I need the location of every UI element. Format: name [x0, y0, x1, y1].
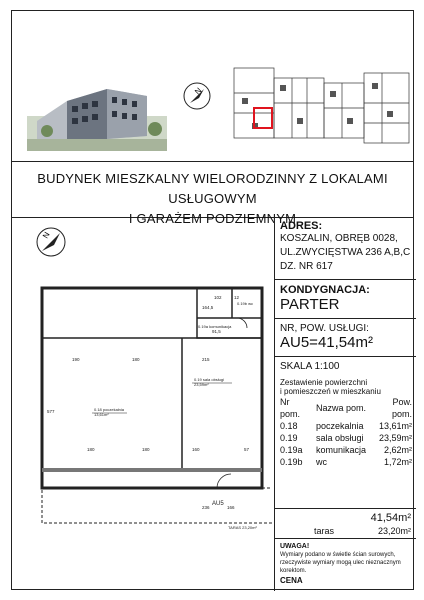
unit-heading: NR, POW. USŁUGI:	[280, 323, 369, 334]
table-cell: 1,72m²	[383, 457, 412, 467]
dimension-label: 190	[72, 357, 80, 362]
price-label: CENA	[280, 576, 303, 585]
address-line1: KOSZALIN, OBRĘB 0028,	[280, 233, 398, 244]
header-band	[12, 11, 413, 162]
summary-title-2: i pomieszczeń w mieszkaniu	[280, 387, 381, 396]
table-cell: 0.19	[280, 433, 298, 443]
dimension-label: 180	[142, 447, 150, 452]
table-row	[278, 420, 414, 432]
table-cell: 13,61m²	[378, 421, 412, 431]
svg-text:N: N	[40, 230, 52, 240]
table-cell: 23,59m²	[378, 433, 412, 443]
table-cell: sala obsługi	[315, 433, 364, 443]
table-row	[278, 456, 414, 468]
table-row	[278, 444, 414, 456]
dimension-label: 166	[227, 505, 235, 510]
room-area-0-19: 23,59m²	[194, 382, 209, 387]
table-cell: komunikacja	[315, 445, 366, 455]
table-cell: 2,62m²	[383, 445, 412, 455]
dimension-label: 57	[244, 447, 250, 452]
total-area: 41,54m²	[370, 512, 411, 524]
room-label-0-18: 0.18 poczekalnia	[94, 407, 125, 412]
terrace-area: 23,20m²	[377, 526, 411, 536]
table-cell: 0.19b	[280, 457, 303, 467]
note-text: korektom.	[280, 568, 307, 574]
scale-label: SKALA 1:100	[280, 361, 340, 372]
table-header: Nazwa pom.	[315, 403, 366, 413]
area-summary-table	[278, 396, 414, 468]
unit-plan-label: AU5	[212, 501, 224, 507]
note-text: Wymiary podano w świetle ścian surowych,	[280, 552, 396, 558]
dimension-label: 160	[192, 447, 200, 452]
info-panel	[274, 217, 416, 591]
table-header-row	[278, 396, 414, 420]
address-line3: DZ. NR 617	[280, 261, 333, 272]
terrace-label: taras	[314, 526, 335, 536]
project-title-line1: BUDYNEK MIESZKALNY WIELORODZINNY Z LOKALAMI USŁUGOWYM	[37, 171, 388, 206]
room-label-0-19a: 0.19a komunikacja	[198, 324, 232, 329]
table-row	[278, 432, 414, 444]
dimension-label: 180	[132, 357, 140, 362]
dimension-label: 180	[87, 447, 95, 452]
unit-value: AU5=41,54m²	[280, 334, 373, 351]
dimension-label: 91,5	[212, 329, 221, 334]
project-title-line2: I GARAŻEM PODZIEMNYM	[128, 211, 297, 226]
plan-north-arrow-icon	[34, 225, 68, 259]
table-cell: poczekalnia	[315, 421, 364, 431]
table-header: Pow. pom.	[391, 397, 412, 419]
summary-title-1: Zestawienie powierzchni	[280, 378, 368, 387]
svg-text:N: N	[193, 85, 204, 97]
address-heading: ADRES:	[280, 220, 323, 232]
dimension-label: 236	[202, 505, 210, 510]
table-cell: 0.19a	[280, 445, 303, 455]
site-key-plan-image	[232, 63, 412, 153]
floor-value: PARTER	[280, 296, 340, 313]
table-cell: wc	[315, 457, 327, 467]
note-text: rzeczywiste wymiary mogą ulec nieznacznym	[280, 560, 401, 566]
dimension-label: 164,5	[202, 305, 214, 310]
dimension-label: 577	[47, 409, 55, 414]
table-header: Nr pom.	[280, 397, 301, 419]
room-label-0-19b: 0.19b wc	[237, 301, 254, 306]
document-sheet	[11, 10, 414, 590]
room-area-0-18: 13,61m²	[94, 412, 109, 417]
north-arrow-icon	[182, 81, 212, 111]
building-render-image	[27, 61, 167, 151]
note-heading: UWAGA!	[280, 543, 310, 550]
room-label-0-19: 0.19 sala obsługi	[194, 377, 225, 382]
dimension-label: 12	[234, 295, 240, 300]
dimension-label: 215	[202, 357, 210, 362]
terrace-plan-label: TARAS 23,20m²	[228, 525, 257, 530]
floor-heading: KONDYGNACJA:	[280, 284, 370, 296]
table-cell: 0.18	[280, 421, 298, 431]
floor-plan-drawing	[32, 273, 272, 533]
dimension-label: 102	[214, 295, 222, 300]
address-line2: UL.ZWYCIĘSTWA 236 A,B,C	[280, 247, 411, 258]
